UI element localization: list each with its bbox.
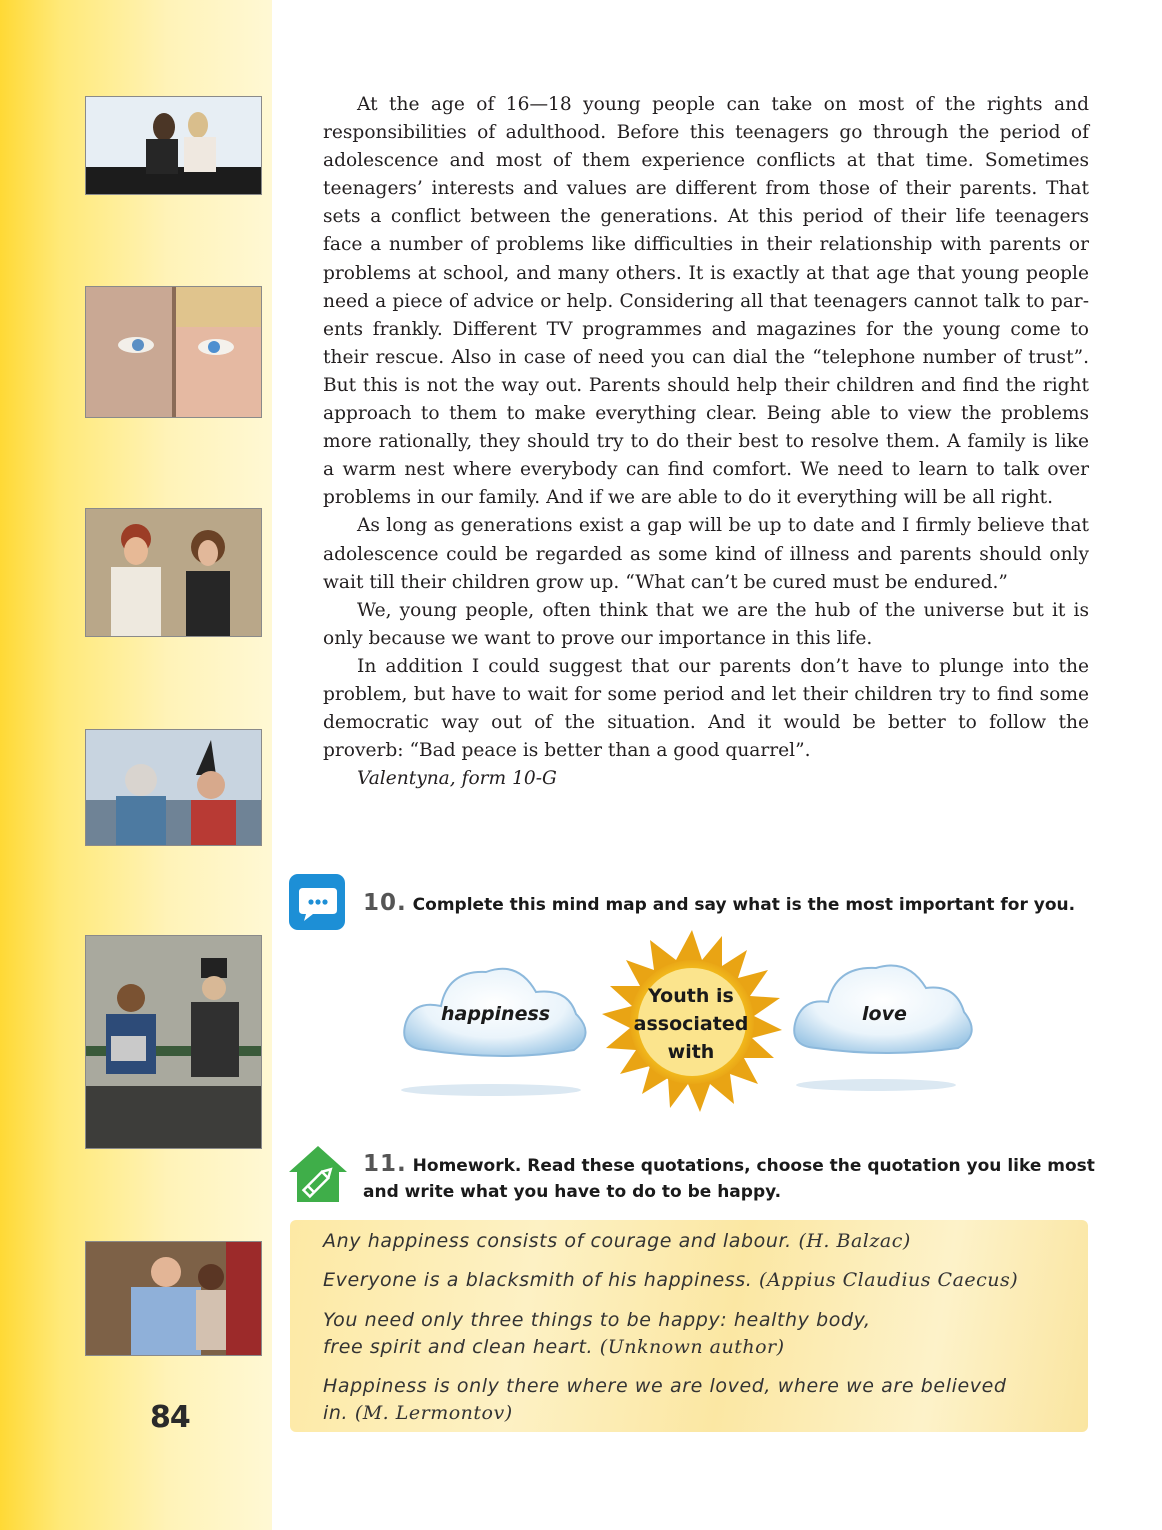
- mind-map: [386, 930, 986, 1115]
- photo-mother-daughter-back-to-back: [85, 96, 262, 195]
- article-signature: Valentyna, form 10-G: [357, 768, 557, 790]
- cloud-right-label: love: [862, 1003, 907, 1025]
- photo-father-daughter: [85, 1241, 262, 1356]
- task-instruction: Complete this mind map and say what is the most important for you.: [412, 895, 1076, 915]
- task-number: 10.: [363, 890, 407, 916]
- quote-text: You need only three things to be happy: healthy body,: [323, 1309, 871, 1331]
- task-number: 11.: [363, 1151, 407, 1177]
- quote-3: [323, 1307, 1068, 1361]
- sun-label-line: with: [667, 1041, 715, 1063]
- article-paragraph: At the age of 16—18 young people can take on most of the rights and responsibilities of adulthood. Before this teenagers go through the period of adolescence and most of them experience conflicts at that time. Sometimes teenagers’ interests and values are different from those of their parents. That sets a conflict between the generations. At this period of their life teenagers face a number of problems like difficulties in their relationship with parents or problems at school, and many others. It is exactly at that age that young people need a piece of advice or help. Considering all that teenagers cannot talk to parents frankly. Different TV programmes and magazines for the young come to their rescue. Also in case of need you can dial the “telephone number of trust”. But this is not the way out. Parents should help their children and find the right approach to them to make everything clear. Being able to view the problems more rationally, they should try to do their best to resolve them. A family is like a warm nest where everybody can find comfort. We need to learn to talk over problems in our family. And if we are able to do it everything will be all right.: [323, 94, 1089, 509]
- house-pencil-icon: [287, 1144, 349, 1204]
- task-11: [363, 1151, 1095, 1205]
- photo-young-old-on-bench: [85, 935, 262, 1149]
- quote-author: (H. Balzac): [798, 1230, 911, 1252]
- article-paragraph: We, young people, often think that we are the hub of the universe but it is only because we want to prove our importance in this life.: [323, 599, 1089, 649]
- task-instruction-cont: and write what you have to do to be happy.: [363, 1182, 782, 1202]
- quote-4: [323, 1373, 1068, 1427]
- cloud-left-label: happiness: [441, 1003, 551, 1025]
- quote-text: in.: [323, 1402, 355, 1424]
- quote-author: (Unknown author): [599, 1336, 785, 1358]
- quote-author: (Appius Claudius Caecus): [759, 1269, 1019, 1291]
- quotations-box: [290, 1220, 1088, 1432]
- task-10: [363, 890, 1075, 918]
- article-paragraph: As long as generations exist a gap will be up to date and I firmly believe that adolescence could be regarded as some kind of illness and parents should only wait till their children grow up. “What can’t be cured must be endured.”: [323, 515, 1089, 593]
- quote-author: (M. Lermontov): [354, 1402, 513, 1424]
- photo-old-young-faces: [85, 286, 262, 418]
- sun-label-line: associated: [633, 1013, 749, 1035]
- article-paragraph: In addition I could suggest that our parents don’t have to plunge into the problem, but have to wait for some period and let their children try to find some democratic way out of the situation. And it would be better to follow the proverb: “Bad peace is better than a good quarrel”.: [323, 655, 1089, 762]
- page-number: 84: [150, 1400, 190, 1435]
- quote-text: Happiness is only there where we are loved, where we are believed: [323, 1375, 1007, 1397]
- quote-2: [323, 1267, 1068, 1294]
- photo-grandmother-punk: [85, 729, 262, 846]
- sun-label: [626, 982, 756, 1066]
- sun-label-line: Youth is: [648, 985, 734, 1007]
- speech-bubble-icon: [289, 874, 345, 930]
- quote-1: [323, 1228, 1068, 1255]
- quote-text: free spirit and clean heart.: [323, 1336, 600, 1358]
- quote-text: Everyone is a blacksmith of his happiness.: [323, 1269, 760, 1291]
- task-instruction: Homework. Read these quotations, choose the quotation you like most: [412, 1156, 1095, 1176]
- photo-shocked-mother-teen: [85, 508, 262, 637]
- quote-text: Any happiness consists of courage and labour.: [323, 1230, 799, 1252]
- article-text: [323, 91, 1089, 793]
